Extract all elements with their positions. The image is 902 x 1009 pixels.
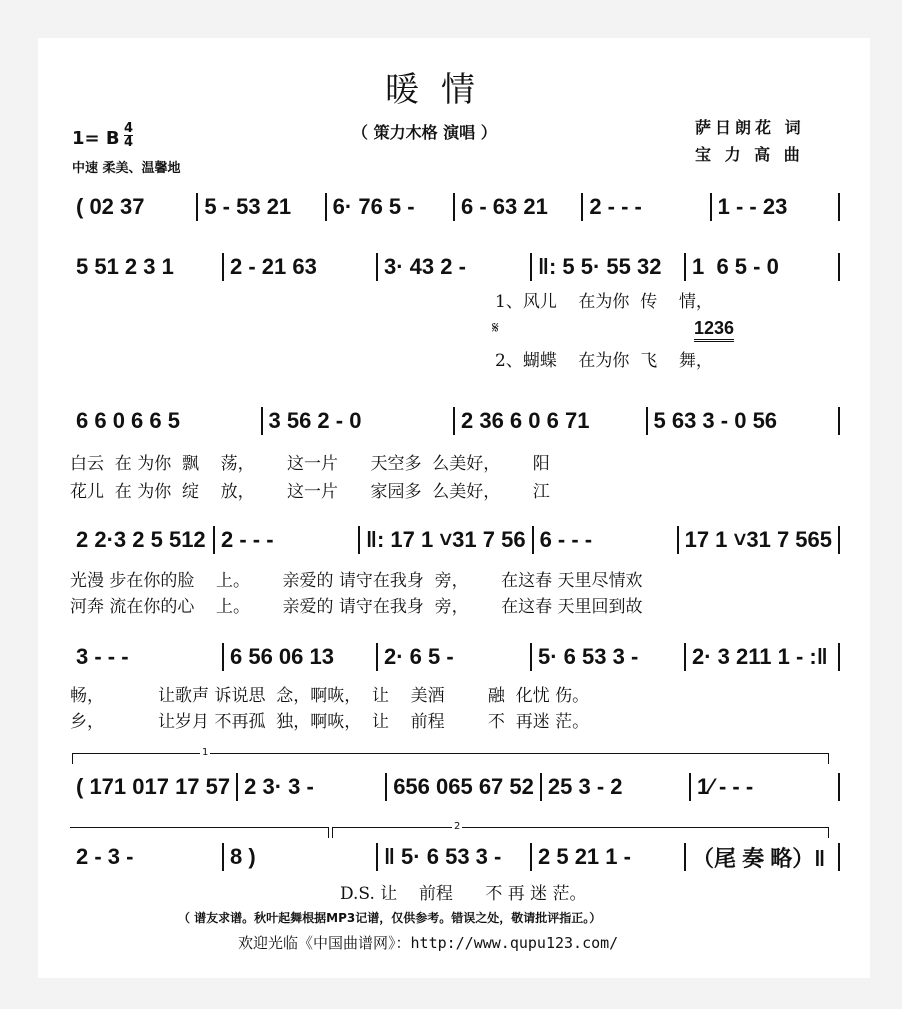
measure: 5 51 2 3 1 (76, 254, 174, 279)
staff-row-2 (70, 252, 840, 282)
measure: ‖ 5· 6 53 3 - (384, 844, 502, 869)
lyric-line: 河奔 流在你的心 上。 亲爱的 请守在我身 旁， 在这春 天里回到故 (70, 597, 643, 617)
staff-row-3 (70, 406, 840, 436)
measure: 17 1 ˅31 7 565 (684, 527, 832, 552)
measure: 6· 76 5 - (332, 194, 415, 219)
measure: 6 6 0 6 6 5 (76, 408, 180, 433)
volta-1-bracket (72, 753, 829, 764)
measure: 8 ) (230, 844, 256, 869)
measure: 1 - - 23 (717, 194, 788, 219)
lyric-line: 花儿 在 为你 绽 放， 这一片 家园多 么美好， 江 (70, 482, 550, 502)
measure: 3 56 2 - 0 (268, 408, 362, 433)
barline (838, 773, 840, 801)
ts-top: 4 (124, 121, 134, 136)
ts-bottom: 4 (124, 135, 134, 150)
measure: 3 - - - (76, 644, 129, 669)
lyric-line: 乡， 让岁月 不再孤 独，啊咴， 让 前程 不 再迷 茫。 (70, 712, 590, 732)
staff-row-4 (70, 525, 840, 555)
volta-2-label: 2 (454, 821, 461, 832)
measure: 1 6 5 - 0 (692, 254, 779, 279)
measure: 2· 6 5 - (384, 644, 454, 669)
ornament-notes: 1236 (694, 318, 734, 342)
key-signature: 1= B (72, 128, 120, 149)
footer-note: （ 谱友求谱。秋叶起舞根据MP3记谱，仅供参考。错误之处，敬请批评指正。） (178, 911, 602, 925)
time-signature (124, 122, 133, 149)
measure: 6 - - - (539, 527, 593, 552)
measure: 5 - 53 21 (204, 194, 292, 219)
measure: 5 63 3 - 0 56 (653, 408, 778, 433)
measure: 1⁄ - - - (696, 774, 754, 799)
staff-row-6 (70, 772, 840, 802)
measure: 2 3· 3 - (244, 774, 314, 799)
volta-1-label: 1 (202, 747, 209, 758)
staff-row-5 (70, 642, 840, 672)
measure: 2 - 3 - (76, 844, 134, 869)
staff-row-7 (70, 842, 840, 872)
measure: ‖: 17 1 ˅31 7 56 (366, 527, 526, 552)
lyric-line: D.S. 让 前程 不 再 迷 茫。 (340, 884, 587, 904)
measure: 2· 3 211 1 - :‖ (692, 644, 828, 669)
measure: 2 5 21 1 - (538, 844, 631, 869)
barline (838, 193, 840, 221)
volta-1-continue (70, 827, 329, 838)
measure: 2 2·3 2 5 512 (76, 527, 206, 552)
measure: （尾 奏 略）‖ (692, 845, 826, 871)
lyric-line: 畅， 让歌声 诉说思 念，啊咴， 让 美酒 融 化忧 伤。 (70, 686, 590, 706)
lyric-line: 白云 在 为你 飘 荡， 这一片 天空多 么美好， 阳 (70, 454, 550, 474)
measure: 3· 43 2 - (384, 254, 466, 279)
lyric-line: 1、风儿 在为你 传 情， (495, 292, 713, 312)
measure: 2 - 21 63 (230, 254, 317, 279)
lyricist: 萨日朗花 词 (695, 118, 805, 137)
lyric-line: 光漫 步在你的脸 上。 亲爱的 请守在我身 旁， 在这春 天里尽情欢 (70, 571, 643, 591)
measure: 5· 6 53 3 - (538, 644, 639, 669)
measure: ‖: 5 5· 55 32 (538, 254, 662, 279)
segno-sign: 𝄋 (492, 318, 499, 337)
singer: （ 策力木格 演唱 ） (352, 123, 497, 142)
measure: ( 171 017 17 57 (76, 774, 231, 799)
measure: 2 36 6 0 6 71 (461, 408, 590, 433)
site-link[interactable]: 欢迎光临《中国曲谱网》：http://www.qupu123.com/ (238, 934, 619, 952)
tempo-marking: 中速 柔美、温馨地 (72, 161, 181, 176)
lyric-line: 2、蝴蝶 在为你 飞 舞， (495, 351, 713, 371)
barline (838, 253, 840, 281)
measure: 25 3 - 2 (547, 774, 623, 799)
barline (838, 643, 840, 671)
measure: 656 065 67 52 (393, 774, 534, 799)
barline (838, 407, 840, 435)
composer: 宝 力 高 曲 (695, 145, 804, 164)
song-title: 暖情 (385, 70, 497, 110)
volta-2-bracket (332, 827, 829, 838)
barline (838, 843, 840, 871)
barline (838, 526, 840, 554)
measure: 2 - - - (589, 194, 642, 219)
measure: 2 - - - (221, 527, 274, 552)
measure: ( 02 37 (76, 194, 145, 219)
measure: 6 - 63 21 (460, 194, 548, 219)
staff-row-1 (70, 192, 840, 222)
measure: 6 56 06 13 (230, 644, 334, 669)
